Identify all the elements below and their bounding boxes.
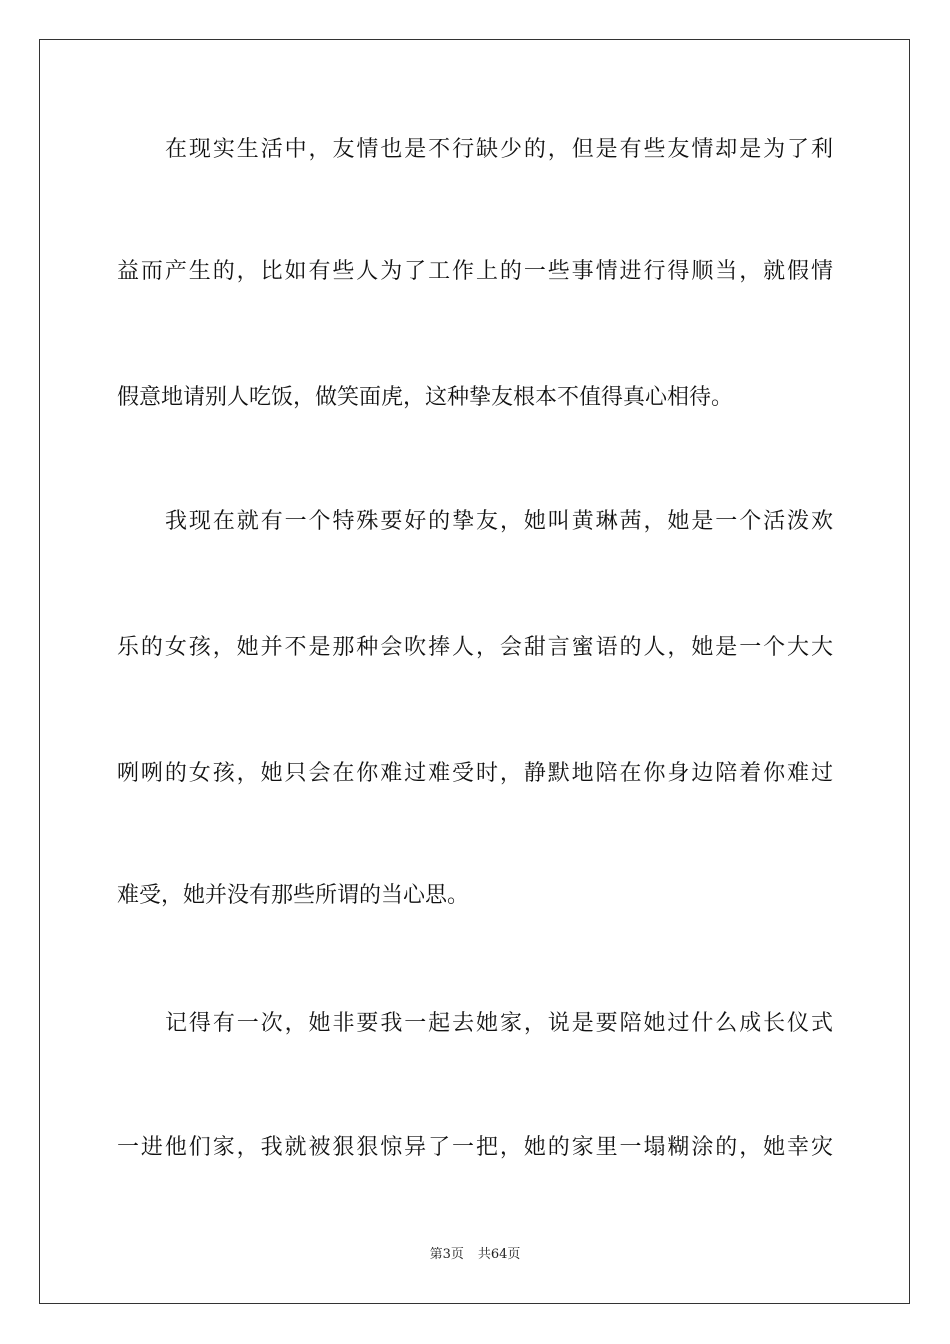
page-number: 第3页 bbox=[429, 1247, 464, 1262]
paragraph-line: 难受，她并没有那些所谓的当心思。 bbox=[117, 883, 470, 908]
paragraph-line: 乐的女孩，她并不是那种会吹捧人，会甜言蜜语的人，她是一个大大 bbox=[117, 635, 833, 660]
page-total: 共64页 bbox=[477, 1247, 521, 1262]
paragraph-line: 记得有一次，她非要我一起去她家，说是要陪她过什么成长仪式 bbox=[165, 1011, 833, 1036]
paragraph-line: 假意地请别人吃饭，做笑面虎，这种挚友根本不值得真心相待。 bbox=[117, 385, 734, 410]
paragraph-line: 咧咧的女孩，她只会在你难过难受时，静默地陪在你身边陪着你难过 bbox=[117, 761, 833, 786]
page-footer bbox=[0, 1246, 950, 1264]
paragraph-line: 一进他们家，我就被狠狠惊异了一把，她的家里一塌糊涂的，她幸灾 bbox=[117, 1135, 833, 1160]
paragraph-line: 在现实生活中，友情也是不行缺少的，但是有些友情却是为了利 bbox=[165, 137, 833, 162]
page-border bbox=[39, 39, 910, 1304]
paragraph-line: 益而产生的，比如有些人为了工作上的一些事情进行得顺当，就假情 bbox=[117, 259, 833, 284]
paragraph-line: 我现在就有一个特殊要好的挚友，她叫黄琳茜，她是一个活泼欢 bbox=[165, 509, 833, 534]
